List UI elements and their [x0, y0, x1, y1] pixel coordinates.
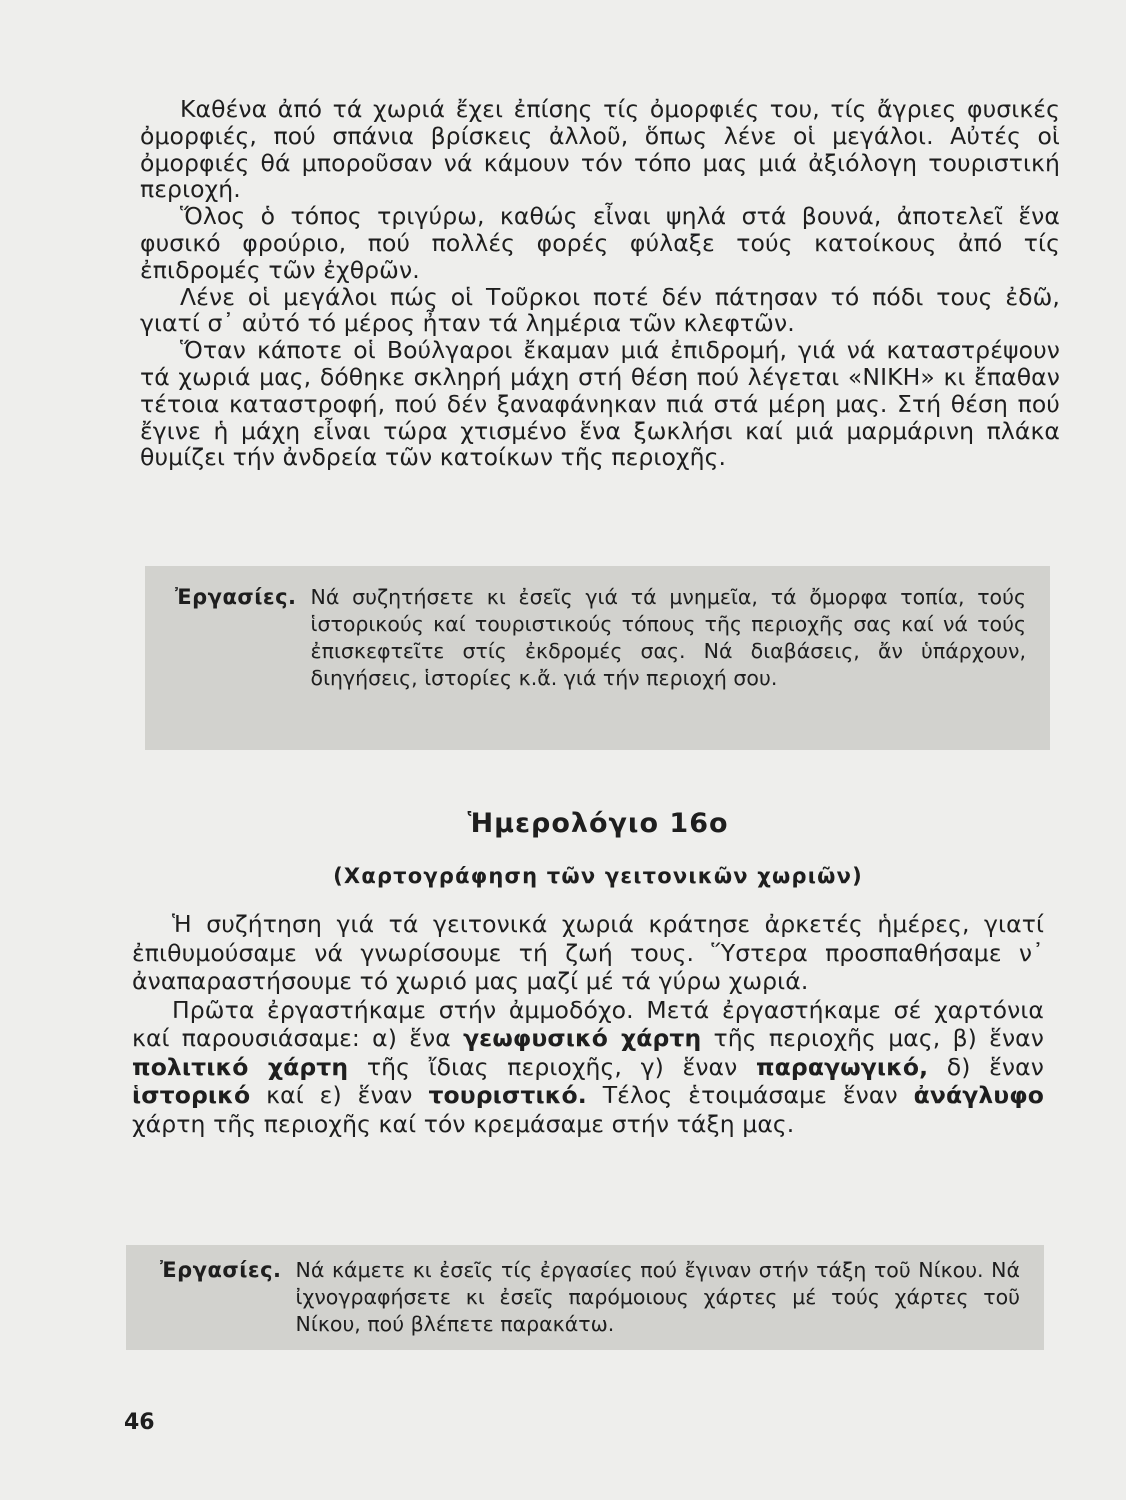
task-row: [175, 584, 1026, 692]
task-row: [160, 1257, 1020, 1338]
paragraph-turks: Λένε οἱ μεγάλοι πώς οἱ Τοῦρκοι ποτέ δέν πάτησαν τό πόδι τους ἐδῶ, γιατί σ᾿ αὐτό τό μέρος ἦταν τά λημέρια τῶν κλεφτῶν.: [140, 282, 1060, 338]
paragraph-nike-battle: Ὅταν κάποτε οἱ Βούλγαροι ἔκαμαν μιά ἐπιδρομή, γιά νά καταστρέψουν τά χωριά μας, δόθηκε σκληρή μάχη στή θέση πού λέγεται «ΝΙΚΗ» κι ἔπαθαν τέτοια καταστροφή, πού δέν ξαναφάνηκαν πιά στά μέρη μας. Στή θέση πού ἔγινε ἡ μάχη εἶναι τώρα χτισμένο ἕνα ξωκλήσι καί μιά μαρμάρινη πλάκα θυμίζει τήν ἀνδρεία τῶν κατοίκων τῆς περιοχῆς.: [140, 336, 1060, 472]
paragraph-natural-fortress: Ὅλος ὁ τόπος τριγύρω, καθώς εἶναι ψηλά στά βουνά, ἀποτελεῖ ἕνα φυσικό φρούριο, πού πολλές φορές φύλαξε τούς κατοίκους ἀπό τίς ἐπιδρομές τῶν ἐχθρῶν.: [140, 202, 1060, 284]
paragraph-maps: [132, 996, 1044, 1139]
paragraph-beauties: Καθένα ἀπό τά χωριά ἔχει ἐπίσης τίς ὀμορφιές του, τίς ἄγριες φυσικές ὀμορφιές, πού σπάνια βρίσκεις ἀλλοῦ, ὅπως λένε οἱ μεγάλοι. Αὐτές οἱ ὀμορφιές θά μποροῦσαν νά κάμουν τόν τόπο μας μιά ἀξιόλογη τουριστική περιοχή.: [140, 95, 1060, 204]
diary-subheading: (Χαρτογράφηση τῶν γειτονικῶν χωριῶν): [333, 864, 863, 888]
historical-map-term: ἱστορικό: [132, 1081, 251, 1109]
tasks-text: Νά κάμετε κι ἐσεῖς τίς ἐργασίες πού ἔγιναν στήν τάξη τοῦ Νίκου. Νά ἰχνογραφήσετε κι ἐσεῖς παρόμοιους χάρτες μέ τούς χάρτες τοῦ Νίκου, πού βλέπετε παρακάτω.: [295, 1258, 1020, 1336]
political-map-term: πολιτικό χάρτη: [132, 1052, 349, 1081]
maps-text-2: τῆς περιοχῆς μας, β) ἕναν: [701, 1024, 1044, 1052]
tourist-map-term: τουριστικό.: [428, 1081, 587, 1109]
maps-text-5: καί ε) ἕναν: [250, 1081, 429, 1109]
tasks-box-monuments: [145, 566, 1050, 750]
diary-heading: Ἡμερολόγιο 16ο: [467, 808, 729, 839]
intro-text-block: [140, 96, 1060, 471]
productive-map-term: παραγωγικό,: [755, 1052, 929, 1081]
maps-text-6: Τέλος ἑτοιμάσαμε ἕναν: [586, 1081, 914, 1109]
tasks-label: Ἐργασίες.: [175, 585, 297, 609]
maps-text-1: Πρῶτα ἐργαστήκαμε στήν ἀμμοδόχο. Μετά ἐργαστήκαμε σέ χαρτόνια καί παρουσιάσαμε: α) ἕνα: [132, 995, 1044, 1052]
tasks-label: Ἐργασίες.: [160, 1258, 282, 1282]
tasks-text: Νά συζητήσετε κι ἐσεῖς γιά τά μνημεῖα, τά ὄμορφα τοπία, τούς ἱστορικούς καί τουριστικούς τόπους τῆς περιοχῆς σας καί νά τούς ἐπισκεφτεῖτε στίς ἐκδρομές σας. Νά διαβάσεις, ἄν ὑπάρχουν, διηγήσεις, ἱστορίες κ.ἄ. γιά τήν περιοχή σου.: [310, 585, 1026, 690]
geophysical-map-term: γεωφυσικό χάρτη: [463, 1024, 702, 1052]
tasks-box-maps: [126, 1245, 1044, 1350]
maps-text-7: χάρτη τῆς περιοχῆς καί τόν κρεμάσαμε στήν τάξη μας.: [132, 1109, 795, 1138]
diary-text-block: [132, 910, 1044, 1138]
page-number: 46: [124, 1410, 155, 1435]
maps-text-3: τῆς ἴδιας περιοχῆς, γ) ἕναν: [348, 1052, 756, 1081]
relief-map-term: ἀνάγλυφο: [913, 1081, 1044, 1109]
paragraph-discussion: Ἡ συζήτηση γιά τά γειτονικά χωριά κράτησε ἀρκετές ἡμέρες, γιατί ἐπιθυμούσαμε νά γνωρίσουμε τή ζωή τους. Ὕστερα προσπαθήσαμε ν᾿ ἀναπαραστήσουμε τό χωριό μας μαζί μέ τά γύρω χωριά.: [132, 910, 1044, 995]
maps-text-4: δ) ἕναν: [928, 1052, 1044, 1081]
